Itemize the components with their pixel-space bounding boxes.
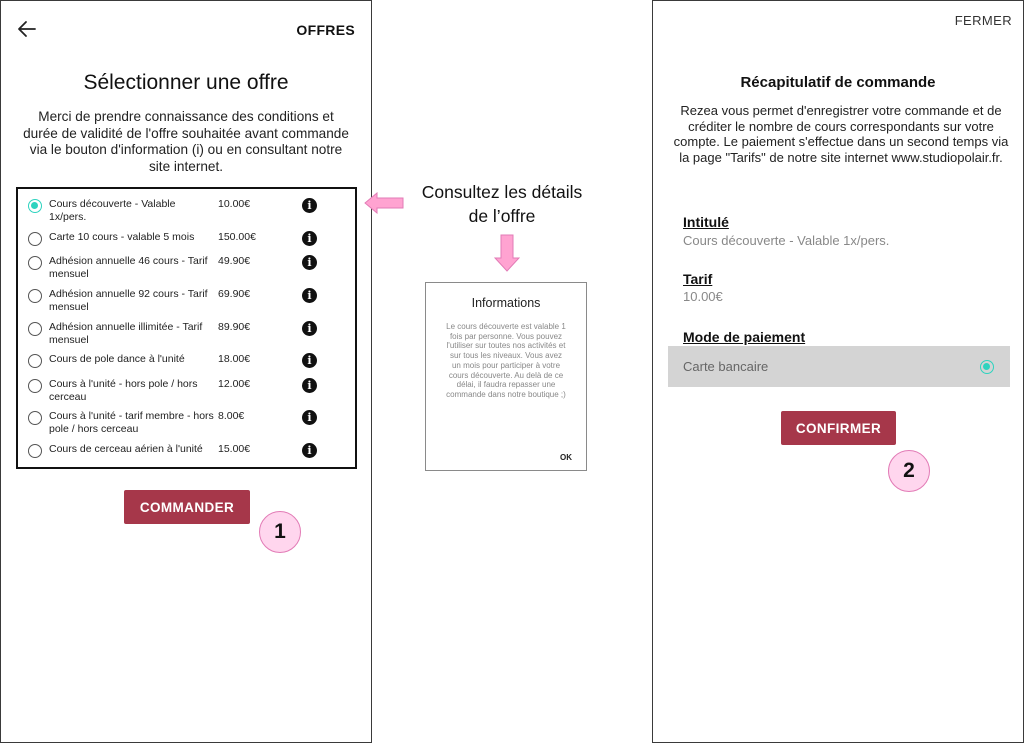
order-summary-panel [652,0,1024,743]
pink-arrow-left-icon [364,192,404,214]
offer-price: 150.00€ [218,231,256,243]
offer-row[interactable] [28,198,345,223]
pink-arrow-down-icon [494,234,520,272]
intitule-value: Cours découverte - Valable 1x/pers. [683,233,890,248]
info-modal [425,282,587,471]
offer-name: Adhésion annuelle illimitée - Tarif mensuel [49,321,203,346]
modal-ok-button[interactable]: OK [560,453,572,462]
offer-price: 8.00€ [218,410,245,422]
intro-text: Merci de prendre connaissance des conditions et durée de validité de l'offre souhaitée avant commande via le bouton d'information (i) ou en consultant notre site internet. [23,109,349,174]
offer-row[interactable] [28,288,345,313]
order-button[interactable]: COMMANDER [124,490,250,524]
offer-price: 89.90€ [218,321,251,333]
offer-radio[interactable] [28,199,42,213]
offer-price: 49.90€ [218,255,251,267]
offer-radio[interactable] [28,256,42,270]
offer-row[interactable] [28,410,345,435]
offer-price: 15.00€ [218,443,251,455]
payment-mode-label: Mode de paiement [683,329,806,345]
step-badge: 2 [888,450,930,492]
modal-body: Le cours découverte est valable 1 fois par personne. Vous pouvez l'utiliser sur toutes nos activités et sur tous les niveaux. Vous avez un mois pour participer à votre cours découverte. Au delà de ce délai, il faudra repasser une commande dans notre boutique ;) [446,322,566,399]
offer-name: Cours à l'unité - hors pole / hors cerceau [49,378,198,403]
offer-name: Cours à l'unité - tarif membre - hors pole / hors cerceau [49,410,214,435]
header-title: OFFRES [296,22,355,38]
offers-panel [0,0,372,743]
offer-price: 12.00€ [218,378,251,390]
offer-name: Cours de cerceau aérien à l'unité [49,443,203,455]
offer-price: 10.00€ [218,198,251,210]
offer-price: 18.00€ [218,353,251,365]
offer-name: Adhésion annuelle 46 cours - Tarif mensuel [49,255,208,280]
info-icon[interactable]: i [302,443,317,458]
offer-name: Adhésion annuelle 92 cours - Tarif mensuel [49,288,208,313]
tarif-label: Tarif [683,271,713,287]
offer-radio[interactable] [28,354,42,368]
modal-title: Informations [471,296,541,310]
offer-row[interactable] [28,321,345,346]
offer-name: Carte 10 cours - valable 5 mois [49,231,195,243]
confirm-button[interactable]: CONFIRMER [781,411,896,445]
close-button[interactable]: FERMER [954,13,1012,28]
offer-price: 69.90€ [218,288,251,300]
info-icon[interactable]: i [302,353,317,368]
annotation-text: Consultez les détails de l’offre [421,182,583,226]
summary-title: Récapitulatif de commande [740,74,936,91]
payment-radio[interactable] [980,360,994,374]
summary-text: Rezea vous permet d'enregistrer votre commande et de créditer le nombre de cours correspondants sur votre compte. Le paiement s'effectue dans un second temps via la page "Tarifs" de notre site internet www.studiopolair.fr. [673,103,1009,165]
payment-option-row[interactable] [668,346,1010,387]
offer-radio[interactable] [28,444,42,458]
info-icon[interactable]: i [302,410,317,425]
offer-radio[interactable] [28,289,42,303]
offer-name: Cours de pole dance à l'unité [49,353,185,365]
page-title: Sélectionner une offre [83,71,289,94]
offer-row[interactable] [28,255,345,280]
step-badge: 1 [259,511,301,553]
offer-row[interactable] [28,443,345,458]
info-icon[interactable]: i [302,288,317,303]
offer-radio[interactable] [28,411,42,425]
info-icon[interactable]: i [302,321,317,336]
offer-radio[interactable] [28,379,42,393]
info-icon[interactable]: i [302,255,317,270]
info-icon[interactable]: i [302,198,317,213]
info-icon[interactable]: i [302,231,317,246]
offer-radio[interactable] [28,322,42,336]
info-icon[interactable]: i [302,378,317,393]
tarif-value: 10.00€ [683,289,723,304]
back-arrow-icon[interactable] [17,19,37,39]
offer-row[interactable] [28,378,345,403]
payment-option-label: Carte bancaire [683,359,769,374]
offers-list [16,187,357,469]
offer-name: Cours découverte - Valable 1x/pers. [49,198,176,223]
offer-row[interactable] [28,231,345,246]
offer-radio[interactable] [28,232,42,246]
offer-row[interactable] [28,353,345,368]
intitule-label: Intitulé [683,214,729,230]
